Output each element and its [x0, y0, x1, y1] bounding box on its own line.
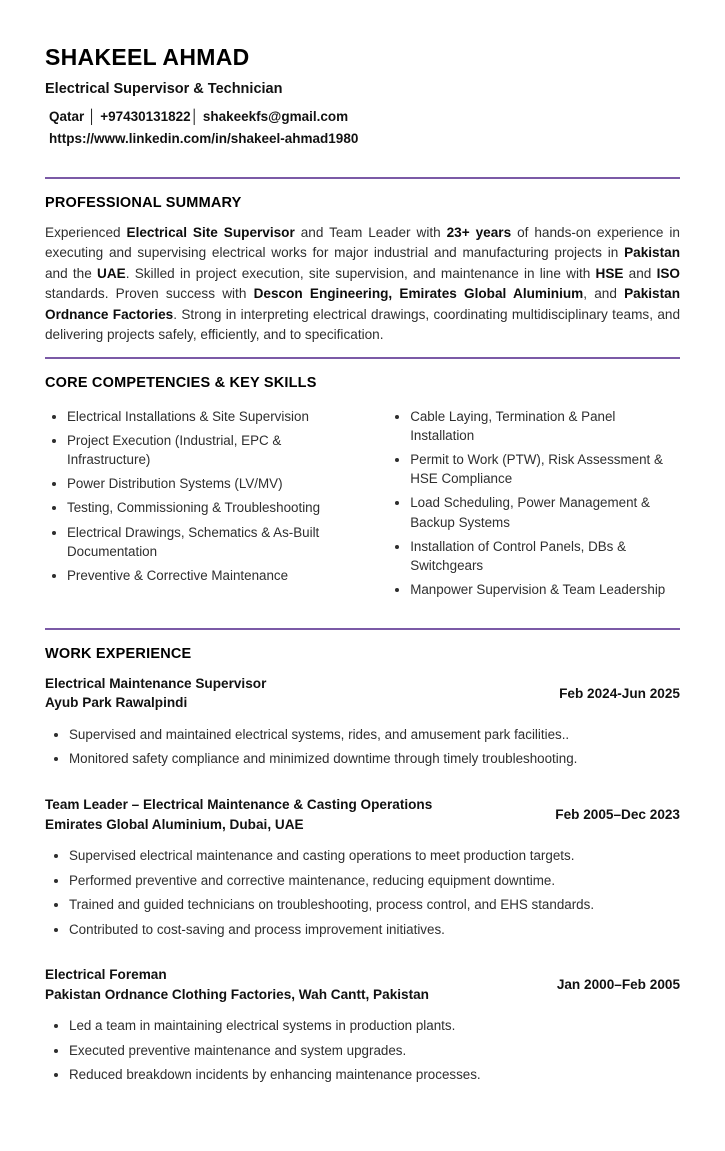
job-bullet: • Performed preventive and corrective maintenance, reducing equipment downtime. [69, 871, 680, 890]
skills-heading: CORE COMPETENCIES & KEY SKILLS [45, 375, 317, 392]
job-header [45, 795, 680, 834]
job-company: Pakistan Ordnance Clothing Factories, Wah Cantt, Pakistan [45, 986, 429, 1002]
job-bullet: • Led a team in maintaining electrical systems in production plants. [69, 1016, 680, 1035]
skills-columns [45, 403, 680, 617]
summary-segment: standards. Proven success with [45, 286, 254, 302]
skill-item: • Permit to Work (PTW), Risk Assessment & HSE Compliance [410, 450, 680, 488]
summary-bold-segment: 23+ years [446, 225, 512, 240]
job-bullet: • Monitored safety compliance and minimized downtime through timely troubleshooting. [69, 749, 680, 768]
summary-bold-segment: UAE [97, 265, 126, 281]
skill-item: • Cable Laying, Termination & Panel Installation [410, 407, 680, 445]
summary-segment: and Team Leader with [294, 225, 447, 240]
skill-item: • Installation of Control Panels, DBs & Switchgears [410, 537, 680, 575]
section-professional-summary [45, 177, 680, 345]
contact-line: Qatar │ +97430131822│ shakeekfs@gmail.com [49, 109, 349, 124]
summary-segment: and [623, 265, 657, 281]
skill-item: • Manpower Supervision & Team Leadership [410, 580, 680, 599]
summary-segment: of hands-on experience in executing and supervising electrical works for major industrial and manufacturing projects in [45, 225, 680, 261]
job-dates: Jan 2000–Feb 2005 [556, 977, 680, 993]
job-company: Ayub Park Rawalpindi [45, 695, 188, 711]
job-bullet: • Trained and guided technicians on troubleshooting, process control, and EHS standards. [69, 895, 680, 914]
summary-heading: PROFESSIONAL SUMMARY [45, 195, 242, 211]
skill-item: • Project Execution (Industrial, EPC & Infrastructure) [67, 431, 362, 469]
job-entry [45, 674, 680, 769]
skill-item: • Load Scheduling, Power Management & Backup Systems [410, 493, 680, 531]
summary-bold-segment: Pakistan Ordnance Factories [45, 286, 680, 322]
job-bullet: • Contributed to cost-saving and process improvement initiatives. [69, 920, 680, 939]
job-title: Electrical Foreman [45, 967, 167, 983]
candidate-name: SHAKEEL AHMAD [45, 44, 250, 70]
job-dates: Feb 2024-Jun 2025 [559, 685, 680, 701]
job-bullet: • Reduced breakdown incidents by enhancing maintenance processes. [69, 1065, 680, 1084]
job-title-block [45, 674, 543, 713]
summary-segment: and the [45, 265, 97, 281]
job-title-block [45, 795, 539, 834]
job-title: Team Leader – Electrical Maintenance & Casting Operations [45, 796, 433, 812]
summary-segment: , and [583, 286, 625, 302]
job-title: Electrical Maintenance Supervisor [45, 675, 267, 691]
jobs-container [45, 674, 680, 1085]
job-entry [45, 965, 680, 1085]
summary-bold-segment: HSE [595, 265, 624, 281]
job-bullet: • Supervised and maintained electrical systems, rides, and amusement park facilities.. [69, 725, 680, 744]
section-work-experience [45, 628, 680, 1085]
summary-bold-segment: Electrical Site Supervisor [126, 225, 295, 240]
candidate-title: Electrical Supervisor & Technician [45, 81, 283, 97]
job-bullet-list [45, 725, 680, 769]
summary-bold-segment: Descon Engineering, Emirates Global Aluminium [253, 286, 584, 302]
skills-right-list [388, 407, 680, 603]
skill-item: • Electrical Drawings, Schematics & As-Built Documentation [67, 523, 362, 561]
job-company: Emirates Global Aluminium, Dubai, UAE [45, 816, 304, 832]
skill-item: • Testing, Commissioning & Troubleshooting [67, 498, 362, 517]
job-header [45, 674, 680, 713]
summary-segment: Experienced [45, 225, 127, 240]
summary-bold-segment: Pakistan [624, 245, 680, 261]
job-bullet: • Executed preventive maintenance and system upgrades. [69, 1041, 680, 1060]
summary-text [45, 223, 680, 345]
job-header [45, 965, 680, 1004]
skill-item: • Power Distribution Systems (LV/MV) [67, 474, 362, 493]
job-title-block [45, 965, 541, 1004]
summary-segment: . Skilled in project execution, site supervision, and maintenance in line with [125, 265, 596, 281]
job-entry [45, 795, 680, 939]
skill-item: • Preventive & Corrective Maintenance [67, 566, 362, 585]
skill-item: • Electrical Installations & Site Supervision [67, 407, 362, 426]
job-bullet-list [45, 846, 680, 939]
summary-bold-segment: ISO [656, 265, 680, 281]
job-dates: Feb 2005–Dec 2023 [555, 807, 680, 823]
section-core-competencies [45, 357, 680, 617]
summary-segment: . Strong in interpreting electrical drawings, coordinating multidisciplinary teams, and delivering projects safely, efficiently, and to specification. [45, 306, 680, 342]
experience-heading: WORK EXPERIENCE [45, 645, 192, 662]
linkedin-url: https://www.linkedin.com/in/shakeel-ahmad1980 [49, 131, 359, 146]
resume-header [45, 44, 680, 167]
skills-left-list [45, 407, 362, 603]
job-bullet: • Supervised electrical maintenance and casting operations to meet production targets. [69, 846, 680, 865]
job-bullet-list [45, 1016, 680, 1084]
